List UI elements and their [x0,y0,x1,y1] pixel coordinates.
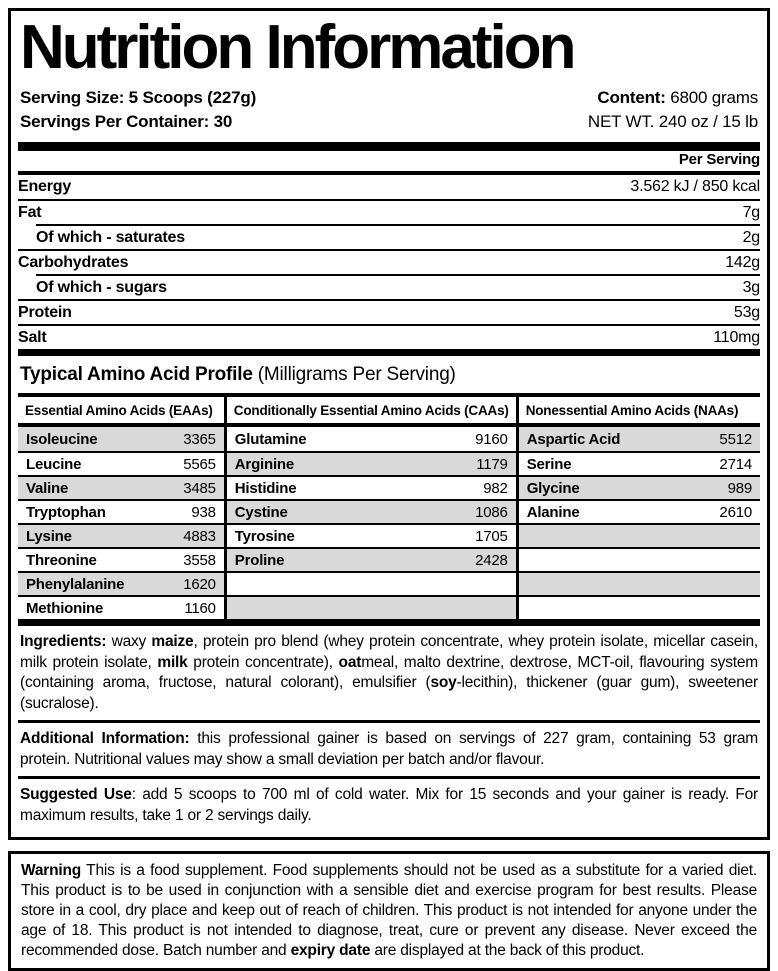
amino-value: 2610 [719,503,752,521]
separator-thick-bar [18,142,760,151]
text-run: , protein pro blend (whey protein concentrate, whey protein isolate, micellar casein, milk protein isolate, [20,633,758,671]
nutrition-row-value: 7g [742,203,760,221]
bold-text-run: Suggested Use [20,786,132,803]
amino-row [227,571,516,595]
amino-value: 3485 [183,479,216,497]
amino-table [18,393,760,619]
amino-value: 2714 [719,455,752,473]
section-divider [18,720,760,723]
nutrition-row [18,299,760,324]
content-line [588,86,758,110]
amino-row [18,571,224,595]
amino-row [519,523,760,547]
label-title: Nutrition Information [20,13,574,82]
amino-row [519,571,760,595]
amino-name: Lysine [26,527,72,545]
text-run: protein concentrate), [187,653,339,671]
amino-name: Tyrosine [234,527,295,545]
amino-value: 1179 [476,455,508,473]
separator-bar [18,619,760,626]
text-run: This is a food supplement. Food supplements should not be used as a substitute for a varied diet. This product is to be used in conjunction with a sensible diet and exercise program for best results. Please store in a cool, dry place and keep out of reach of children. This product is not intended for anyone under the age of 18. This product is not intended to diagnose, treat, cure or prevent any disease. Never exceed the recommended dose. Batch number and [21,862,757,959]
nutrition-label [8,8,770,840]
amino-name: Aspartic Acid [526,430,621,448]
nutrition-row [36,274,760,299]
amino-row [227,451,516,475]
suggested-use-text [20,785,758,826]
amino-row [227,427,516,451]
amino-name: Valine [26,479,69,497]
servings-per-container: Servings Per Container: 30 [20,112,233,131]
nutrition-rows [18,175,760,349]
amino-value: 1620 [183,575,216,593]
serving-block [20,86,256,134]
amino-value: 3558 [183,551,216,569]
nutrition-row-label: Carbohydrates [18,253,129,271]
amino-row [227,499,516,523]
nutrition-row-label: Of which - sugars [36,278,167,296]
amino-name: Methionine [26,599,104,617]
text-run: : add 5 scoops to 700 ml of cold water. Mix for 15 seconds and your gainer is ready. For maximum results, take 1 or 2 servings daily. [20,786,759,824]
amino-col-1 [227,397,519,619]
text-run: -lecithin), thickener (guar gum), sweetener (sucralose). [20,674,758,712]
amino-row [227,523,516,547]
separator-bar [18,349,760,356]
bold-text-run: milk [157,653,188,671]
amino-name: Phenylalanine [26,575,125,593]
amino-name: Glycine [526,479,580,497]
amino-col-header-naa: Nonessential Amino Acids (NAAs) [519,397,760,427]
amino-row [519,475,760,499]
amino-name: Histidine [234,479,297,497]
amino-heading-normal: (Milligrams Per Serving) [252,364,456,385]
additional-info-text [20,729,758,770]
serving-header-row [20,86,758,134]
section-divider [18,776,760,779]
amino-name: Leucine [26,455,82,473]
bold-text-run: Ingredients: [20,633,107,650]
amino-row [227,475,516,499]
amino-row [18,547,224,571]
nutrition-row-value: 3g [742,278,760,296]
bold-text-run: soy [430,674,457,691]
amino-value: 2428 [475,551,508,569]
nutrition-row [18,249,760,274]
amino-name: Isoleucine [26,430,98,448]
amino-value: 1086 [475,503,508,521]
amino-col-header-caa: Conditionally Essential Amino Acids (CAAs) [227,397,516,427]
content-value: 6800 grams [665,88,758,107]
amino-name: Alanine [526,503,580,521]
text-run: are displayed at the back of this product. [370,942,645,959]
amino-value: 9160 [475,430,508,448]
amino-row [18,523,224,547]
text-run: waxy [106,633,152,650]
serving-size: Serving Size: 5 Scoops (227g) [20,88,257,107]
bold-text-run: oat [338,653,362,671]
warning-text [21,861,757,961]
net-weight: NET WT. 240 oz / 15 lb [587,112,758,131]
amino-value: 1705 [475,527,508,545]
nutrition-row-label: Protein [18,303,72,321]
amino-value: 3365 [183,430,216,448]
amino-value: 982 [483,479,508,497]
amino-row [18,475,224,499]
amino-row [18,595,224,619]
amino-name: Arginine [234,455,295,473]
amino-row [519,451,760,475]
amino-name: Serine [526,455,572,473]
per-serving-header: Per Serving [18,151,760,175]
nutrition-row [18,175,760,199]
bold-text-run: maize [151,633,194,650]
nutrition-row-value: 2g [742,228,760,246]
nutrition-row-label: Fat [18,203,42,221]
amino-name: Glutamine [234,430,307,448]
amino-name: Proline [234,551,285,569]
nutrition-row-value: 53g [733,303,760,321]
amino-value: 989 [727,479,752,497]
amino-row [519,595,760,619]
ingredients-text [20,632,758,714]
nutrition-row-label: Salt [18,328,47,346]
nutrition-row-label: Of which - saturates [36,228,185,246]
text-run: meal, malto dextrine, dextrose, MCT-oil, flavouring system (containing aroma, fructose, natural colorant), emulsifier ( [20,653,758,691]
amino-value: 4883 [183,527,216,545]
amino-heading [20,364,760,386]
amino-row [18,451,224,475]
amino-row [519,547,760,571]
amino-value: 5565 [183,455,216,473]
amino-row [227,595,516,619]
content-label: Content: [597,88,666,107]
amino-value: 1160 [184,599,216,617]
bold-text-run: expiry date [290,942,371,959]
amino-col-0 [18,397,227,619]
text-run: this professional gainer is based on servings of 227 gram, containing 53 gram protein. Nutritional values may show a small deviation per batch and/or flavour. [20,730,758,768]
bold-text-run: Additional Information: [20,730,190,747]
amino-heading-bold: Typical Amino Acid Profile [20,364,253,385]
amino-value: 938 [191,503,216,521]
nutrition-row [36,224,760,249]
amino-row [18,427,224,451]
amino-name: Threonine [26,551,97,569]
nutrition-row-value: 3.562 kJ / 850 kcal [630,178,760,195]
amino-name: Cystine [234,503,288,521]
amino-col-2 [519,397,760,619]
nutrition-row [18,199,760,224]
amino-name: Tryptophan [26,503,106,521]
bold-text-run: Warning [21,862,82,879]
nutrition-row-label: Energy [18,178,72,195]
nutrition-row-value: 142g [725,253,760,271]
warning-box [8,851,770,971]
nutrition-row-value: 110mg [713,328,760,346]
nutrition-row [18,324,760,349]
amino-col-header-eaa: Essential Amino Acids (EAAs) [18,397,224,427]
amino-row [227,547,516,571]
amino-value: 5512 [719,430,752,448]
amino-row [18,499,224,523]
amino-row [519,427,760,451]
amino-row [519,499,760,523]
content-block [588,86,758,134]
